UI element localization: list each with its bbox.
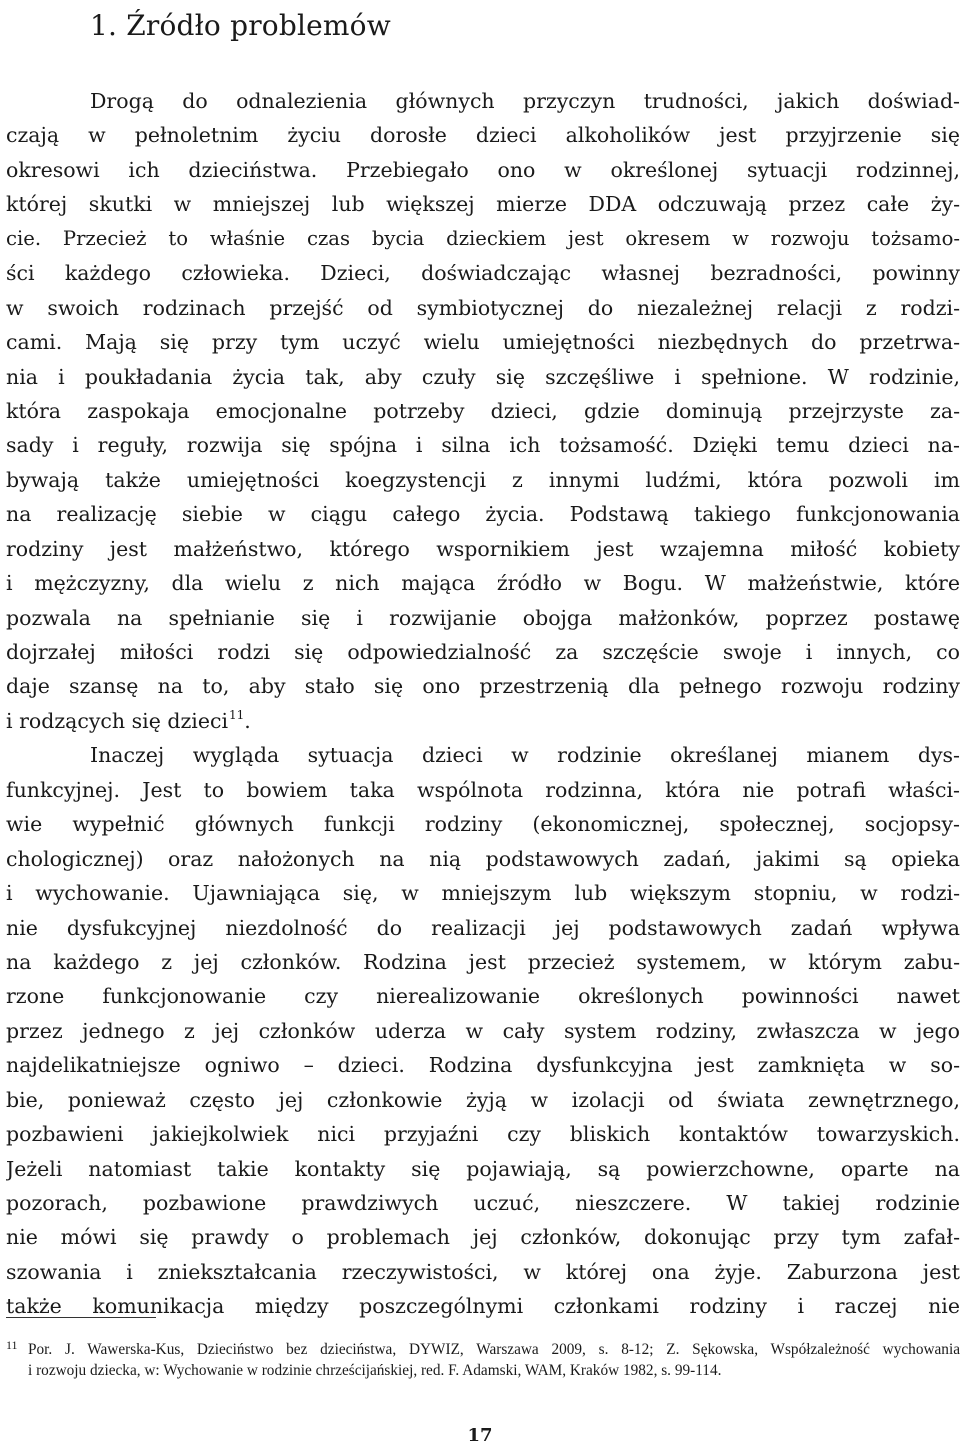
text-line [6,704,960,738]
text-line: na realizację siebie w ciągu całego życia. Podstawą takiego funkcjonowania [6,502,960,527]
text-line: pozbawieni jakiejkolwiek nici przyjaźni czy bliskich kontaktów towarzyskich. [6,1122,960,1147]
text-line: ści każdego człowieka. Dzieci, doświadczając własnej bezradności, powinny [6,261,960,286]
text-line: także komunikacja między poszczególnymi członkami rodziny i raczej nie [6,1294,960,1319]
text-line: funkcyjnej. Jest to bowiem taka wspólnota rodzinna, która nie potrafi właści- [6,777,960,802]
text-line: i wychowanie. Ujawniająca się, w mniejszym lub większym stopniu, w rodzi- [6,881,960,906]
text-line: w swoich rodzinach przejść od symbiotycznej do niezależnej relacji z rodzi- [6,295,960,320]
page-number: 17 [467,1425,493,1446]
text-line: i mężczyzny, dla wielu z nich mająca źródło w Bogu. W małżeństwie, które [6,571,960,596]
text-line: bie, ponieważ często jej członkowie żyją w izolacji od świata zewnętrznego, [6,1087,960,1112]
paragraph-1 [6,84,960,738]
text-line: na każdego z jej członków. Rodzina jest przecież systemem, w którym zabu- [6,949,960,974]
text-line: Drogą do odnalezienia głównych przyczyn trudności, jakich doświad- [90,89,960,113]
text-line: nia i poukładania życia tak, aby czuły się szczęśliwe i spełnione. W rodzinie, [6,364,960,389]
footnote-line: i rozwoju dziecka, w: Wychowanie w rodzinie chrześcijańskiej, red. F. Adamski, WAM, Kraków 1982, s. 99-114. [28,1362,722,1379]
text-line: dojrzałej miłości rodzi się odpowiedzialność za szczęście swoje i innych, co [6,640,960,664]
text-fragment: . [244,708,251,733]
body-text [6,84,960,1324]
text-line: czają w pełnoletnim życiu dorosłe dzieci alkoholików jest przyjrzenie się [6,123,960,148]
text-line: wie wypełnić głównych funkcji rodziny (ekonomicznej, społecznej, socjopsy- [6,812,960,837]
section-heading: 1. Źródło problemów [90,9,391,42]
text-line: której skutki w mniejszej lub większej mierze DDA odczuwają przez całe ży- [6,192,960,217]
text-line: najdelikatniejsze ogniwo – dzieci. Rodzina dysfunkcyjna jest zamknięta w so- [6,1053,960,1078]
text-line: Jeżeli natomiast takie kontakty się pojawiają, są powierzchowne, oparte na [6,1156,960,1181]
text-line: daje szansę na to, aby stało się ono przestrzenią dla pełnego rozwoju rodziny [6,674,960,699]
text-line: bywają także umiejętności koegzystencji z innymi ludźmi, która pozwoli im [6,467,960,492]
text-fragment: i rodzących się dzieci [6,708,228,733]
footnote [6,1332,960,1384]
text-line: która zaspokaja emocjonalne potrzeby dzieci, gdzie dominują przejrzyste za- [6,398,960,423]
footnote-number: 11 [6,1338,18,1352]
text-line: przez jednego z jej członków uderza w cały system rodziny, zwłaszcza w jego [6,1018,960,1043]
text-line: rzone funkcjonowanie czy nierealizowanie określonych powinności nawet [6,984,960,1009]
text-line: nie mówi się prawdy o problemach jej członków, dokonując przy tym zafał- [6,1225,960,1250]
text-line: chologicznej) oraz nałożonych na nią podstawowych zadań, jakimi są opieka [6,846,960,871]
text-line: cie. Przecież to właśnie czas bycia dzieckiem jest okresem w rozwoju tożsamo- [6,226,960,250]
footnote-text: Por. J. Wawerska-Kus, Dzieciństwo bez dzieciństwa, DYWIZ, Warszawa 2009, s. 8-12; Z. Sękowska, Współzależność wychowania [28,1341,960,1358]
text-line: cami. Mają się przy tym uczyć wielu umiejętności niezbędnych do przetrwa- [6,330,960,355]
footnote-line [6,1332,960,1358]
text-line: szowania i zniekształcania rzeczywistości, w której ona żyje. Zaburzona jest [6,1259,960,1284]
footnote-reference[interactable]: 11 [229,707,245,722]
text-line: Inaczej wygląda sytuacja dzieci w rodzinie określanej mianem dys- [90,743,960,768]
text-line: pozorach, pozbawione prawdziwych uczuć, nieszczere. W takiej rodzinie [6,1191,960,1215]
paragraph-2 [6,738,960,1323]
text-line: pozwala na spełnianie się i rozwijanie obojga małżonków, poprzez postawę [6,605,960,630]
text-line: sady i reguły, rozwija się spójna i silna ich tożsamość. Dzięki temu dzieci na- [6,433,960,458]
text-line: nie dysfukcyjnej niezdolność do realizacji jej podstawowych zadań wpływa [6,915,960,940]
text-line: rodziny jest małżeństwo, którego wspornikiem jest wzajemna miłość kobiety [6,536,960,561]
footnote-separator [6,1317,156,1318]
text-line: okresowi ich dzieciństwa. Przebiegało ono w określonej sytuacji rodzinnej, [6,157,960,182]
